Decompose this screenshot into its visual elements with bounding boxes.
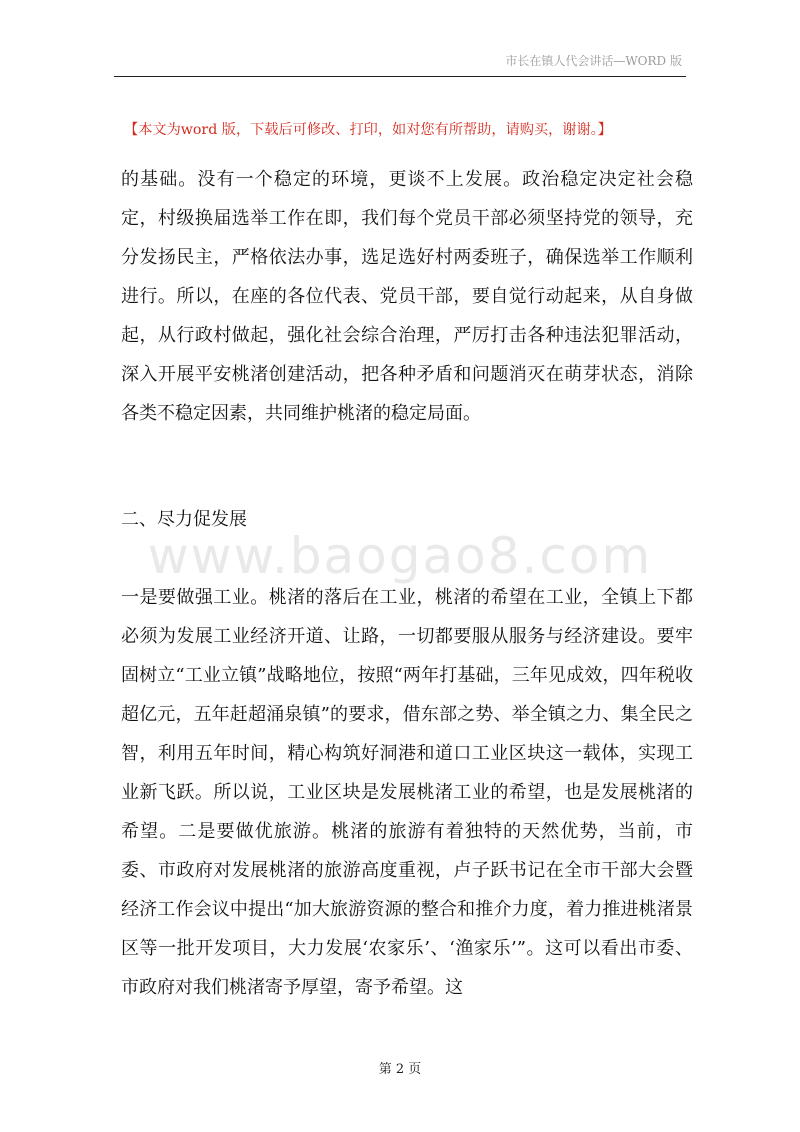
- header-divider: [114, 76, 686, 77]
- watermark: www.baogao8.com: [147, 527, 653, 585]
- download-notice: 【本文为word 版，下载后可修改、打印，如对您有所帮助，请购买，谢谢。】: [124, 122, 612, 138]
- body-paragraph-2: 一是要做强工业。桃渚的落后在工业，桃渚的希望在工业，全镇上下都必须为发展工业经济开道、让路，一切都要服从服务与经济建设。要牢固树立“工业立镇”战略地位，按照“两年打基础，三年见成效，四年税收超亿元，五年赶超涌泉镇”的要求，借东部之势、举全镇之力、集全民之智，利用五年时间，精心构筑好洞港和道口工业区块这一载体，实现工业新飞跃。所以说，工业区块是发展桃渚工业的希望，也是发展桃渚的希望。二是要做优旅游。桃渚的旅游有着独特的天然优势，当前，市委、市政府对发展桃渚的旅游高度重视，卢子跃书记在全市干部大会暨经济工作会议中提出“加大旅游资源的整合和推介力度，着力推进桃渚景区等一批开发项目，大力发展‘农家乐’、‘渔家乐’”。这可以看出市委、市政府对我们桃渚寄予厚望，寄予希望。这: [121, 587, 693, 998]
- section-heading: 二、尽力促发展: [121, 509, 247, 530]
- document-header-title: 市长在镇人代会讲话—WORD 版: [505, 54, 682, 68]
- page-number: 第 2 页: [378, 1062, 422, 1077]
- body-paragraph-1: 的基础。没有一个稳定的环境，更谈不上发展。政治稳定决定社会稳定，村级换届选举工作在即，我们每个党员干部必须坚持党的领导，充分发扬民主，严格依法办事，选足选好村两委班子，确保选举工作顺利进行。所以，在座的各位代表、党员干部，要自觉行动起来，从自身做起，从行政村做起，强化社会综合治理，严厉打击各种违法犯罪活动，深入开展平安桃渚创建活动，把各种矛盾和问题消灭在萌芽状态，消除各类不稳定因素，共同维护桃渚的稳定局面。: [121, 169, 693, 424]
